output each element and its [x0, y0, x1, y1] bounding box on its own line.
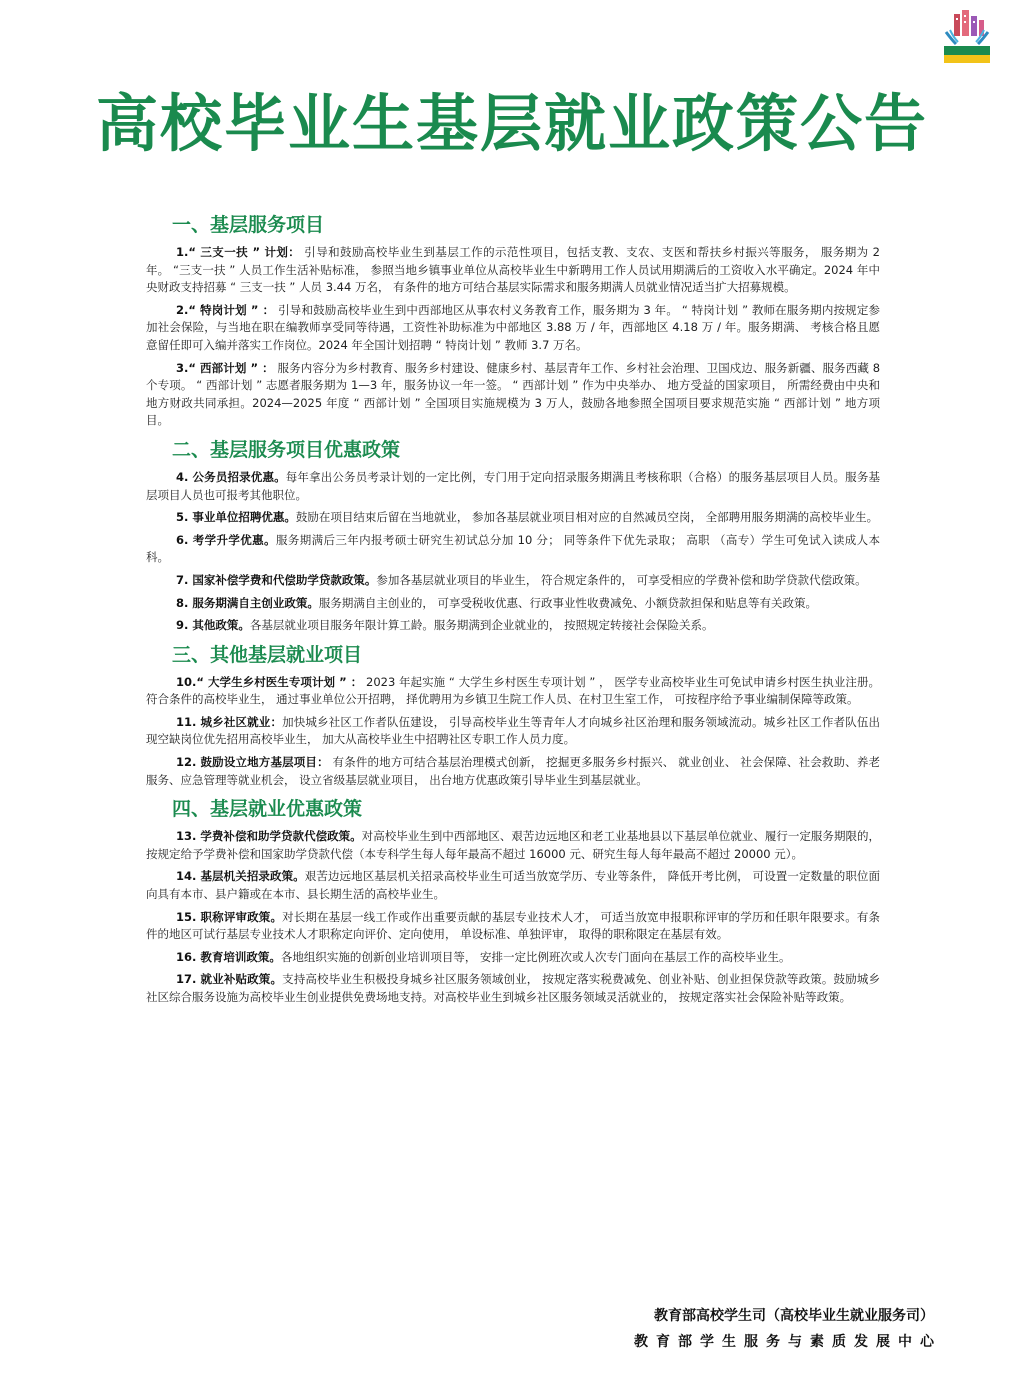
section-heading: 三、其他基层就业项目 — [172, 643, 363, 666]
policy-item: 6. 考学升学优惠。服务期满后三年内报考硕士研究生初试总分加 10 分； 同等条件下优先录取； 高职 （高专）学生可免试入读成人本科。 — [146, 532, 881, 565]
policy-item: 8. 服务期满自主创业政策。服务期满自主创业的， 可享受税收优惠、行政事业性收费减免、小额贷款担保和贴息等有关政策。 — [176, 595, 818, 610]
policy-item: 16. 教育培训政策。各地组织实施的创新创业培训项目等， 安排一定比例班次或人次专门面向在基层工作的高校毕业生。 — [176, 949, 791, 964]
section-service-project-benefits — [146, 435, 880, 635]
policy-content — [146, 210, 880, 1012]
policy-item: 2.“ 特岗计划 ” ： 引导和鼓励高校毕业生到中西部地区从事农村义务教育工作，服务期为 3 年。 “ 特岗计划 ” 教师在服务期内按规定参加社会保险，与当地在职在编教师享受同等待遇，工资性补助标准为中部地区 3.88 万 / 年，西部地区 4.18 万 / 年。服务期满、 考核合格且愿意留任即可入编并落实工作岗位。2024 年全国计划招聘 “ 特岗计划 ” 教师 3.7 万名。 — [146, 302, 880, 352]
policy-item: 1.“ 三支一扶 ” 计划： 引导和鼓励高校毕业生到基层工作的示范性项目，包括支教、支农、支医和帮扶乡村振兴等服务， 服务期为 2 年。 “三支一扶 ” 人员工作生活补贴标准， 参照当地乡镇事业单位从高校毕业生中新聘用工作人员试用期满后的工资收入水平确定。2024 年中央财政支持招募 “ 三支一扶 ” 人员 3.44 万名， 有条件的地方可结合基层实际需求和服务期满人员就业情况适当扩大招募规模。 — [146, 245, 880, 295]
section-employment-benefits — [146, 794, 880, 1006]
city-buildings-logo-icon — [944, 10, 990, 66]
policy-item: 12. 鼓励设立地方基层项目： 有条件的地方可结合基层治理模式创新， 挖掘更多服务乡村振兴、 就业创业、 社会保障、社会救助、养老服务、应急管理等就业机会， 设立省级基层就业项目， 出台地方优惠政策引导毕业生到基层就业。 — [146, 755, 880, 787]
policy-item: 4. 公务员招录优惠。每年拿出公务员考录计划的一定比例，专门用于定向招录服务期满且考核称职（合格）的服务基层项目人员。服务基层项目人员也可报考其他职位。 — [146, 469, 880, 502]
section-heading: 四、基层就业优惠政策 — [172, 798, 363, 821]
page-title: 高校毕业生基层就业政策公告 — [95, 87, 928, 160]
issuer-footer — [634, 1303, 942, 1355]
issuer-line-1: 教育部高校学生司（高校毕业生就业服务司） — [654, 1308, 934, 1324]
policy-item: 10.“ 大学生乡村医生专项计划 ” ： 2023 年起实施 “ 大学生乡村医生专项计划 ” ， 医学专业高校毕业生可免试申请乡村医生执业注册。符合条件的高校毕业生， 通过事业单位公开招聘， 择优聘用为乡镇卫生院工作人员、在村卫生室工作， 可按程序给予事业编制保障等政策。 — [146, 674, 880, 707]
policy-item: 17. 就业补贴政策。支持高校毕业生积极投身城乡社区服务领域创业， 按规定落实税费减免、创业补贴、创业担保贷款等政策。鼓励城乡社区综合服务设施为高校毕业生创业提供免费场地支持。对高校毕业生到城乡社区服务领域灵活就业的， 按规定落实社会保险补贴等政策。 — [146, 972, 880, 1004]
policy-item: 11. 城乡社区就业：加快城乡社区工作者队伍建设， 引导高校毕业生等青年人才向城乡社区治理和服务领域流动。城乡社区工作者队伍出现空缺岗位优先招用高校毕业生， 加大从高校毕业生中招聘社区专职工作人员力度。 — [146, 714, 880, 747]
policy-item: 5. 事业单位招聘优惠。鼓励在项目结束后留在当地就业， 参加各基层就业项目相对应的自然减员空岗， 全部聘用服务期满的高校毕业生。 — [176, 510, 879, 525]
issuer-line-2: 教育部学生服务与素质发展中心 — [634, 1334, 942, 1350]
policy-item: 13. 学费补偿和助学贷款代偿政策。对高校毕业生到中西部地区、艰苦边远地区和老工业基地县以下基层单位就业、履行一定服务期限的， 按规定给予学费补偿和国家助学贷款代偿（本专科学生每人每年最高不超过 16000 元、研究生每人每年最高不超过 20000 元）。 — [146, 829, 881, 861]
section-heading: 二、基层服务项目优惠政策 — [172, 438, 401, 461]
section-heading: 一、基层服务项目 — [172, 214, 325, 236]
policy-item: 15. 职称评审政策。对长期在基层一线工作或作出重要贡献的基层专业技术人才， 可适当放宽申报职称评审的学历和任职年限要求。有条件的地区可试行基层专业技术人才职称定向评价、定向使用， 单设标准、单独评审， 取得的职称限定在基层有效。 — [146, 909, 880, 942]
policy-item: 14. 基层机关招录政策。艰苦边远地区基层机关招录高校毕业生可适当放宽学历、专业等条件， 降低开考比例， 可设置一定数量的职位面向具有本市、县户籍或在本市、县长期生活的高校毕业生。 — [146, 869, 880, 902]
section-other-projects — [146, 640, 880, 790]
policy-item: 7. 国家补偿学费和代偿助学贷款政策。参加各基层就业项目的毕业生， 符合规定条件的， 可享受相应的学费补偿和助学贷款代偿政策。 — [176, 572, 867, 587]
policy-item: 3.“ 西部计划 ” ： 服务内容分为乡村教育、服务乡村建设、健康乡村、基层青年工作、乡村社会治理、卫国戍边、服务新疆、服务西藏 8 个专项。 “ 西部计划 ” 志愿者服务期为 1—3 年，服务协议一年一签。 “ 西部计划 ” 作为中央举办、 地方受益的国家项目， 所需经费由中央和地方财政共同承担。2024—2025 年度 “ 西部计划 ” 全国项目实施规模为 3 万人，鼓励各地参照全国项目要求规范实施 “ 西部计划 ” 地方项目。 — [146, 360, 881, 428]
policy-item: 9. 其他政策。各基层就业项目服务年限计算工龄。服务期满到企业就业的， 按照规定转接社会保险关系。 — [176, 618, 714, 633]
section-basic-service-projects — [146, 210, 880, 430]
